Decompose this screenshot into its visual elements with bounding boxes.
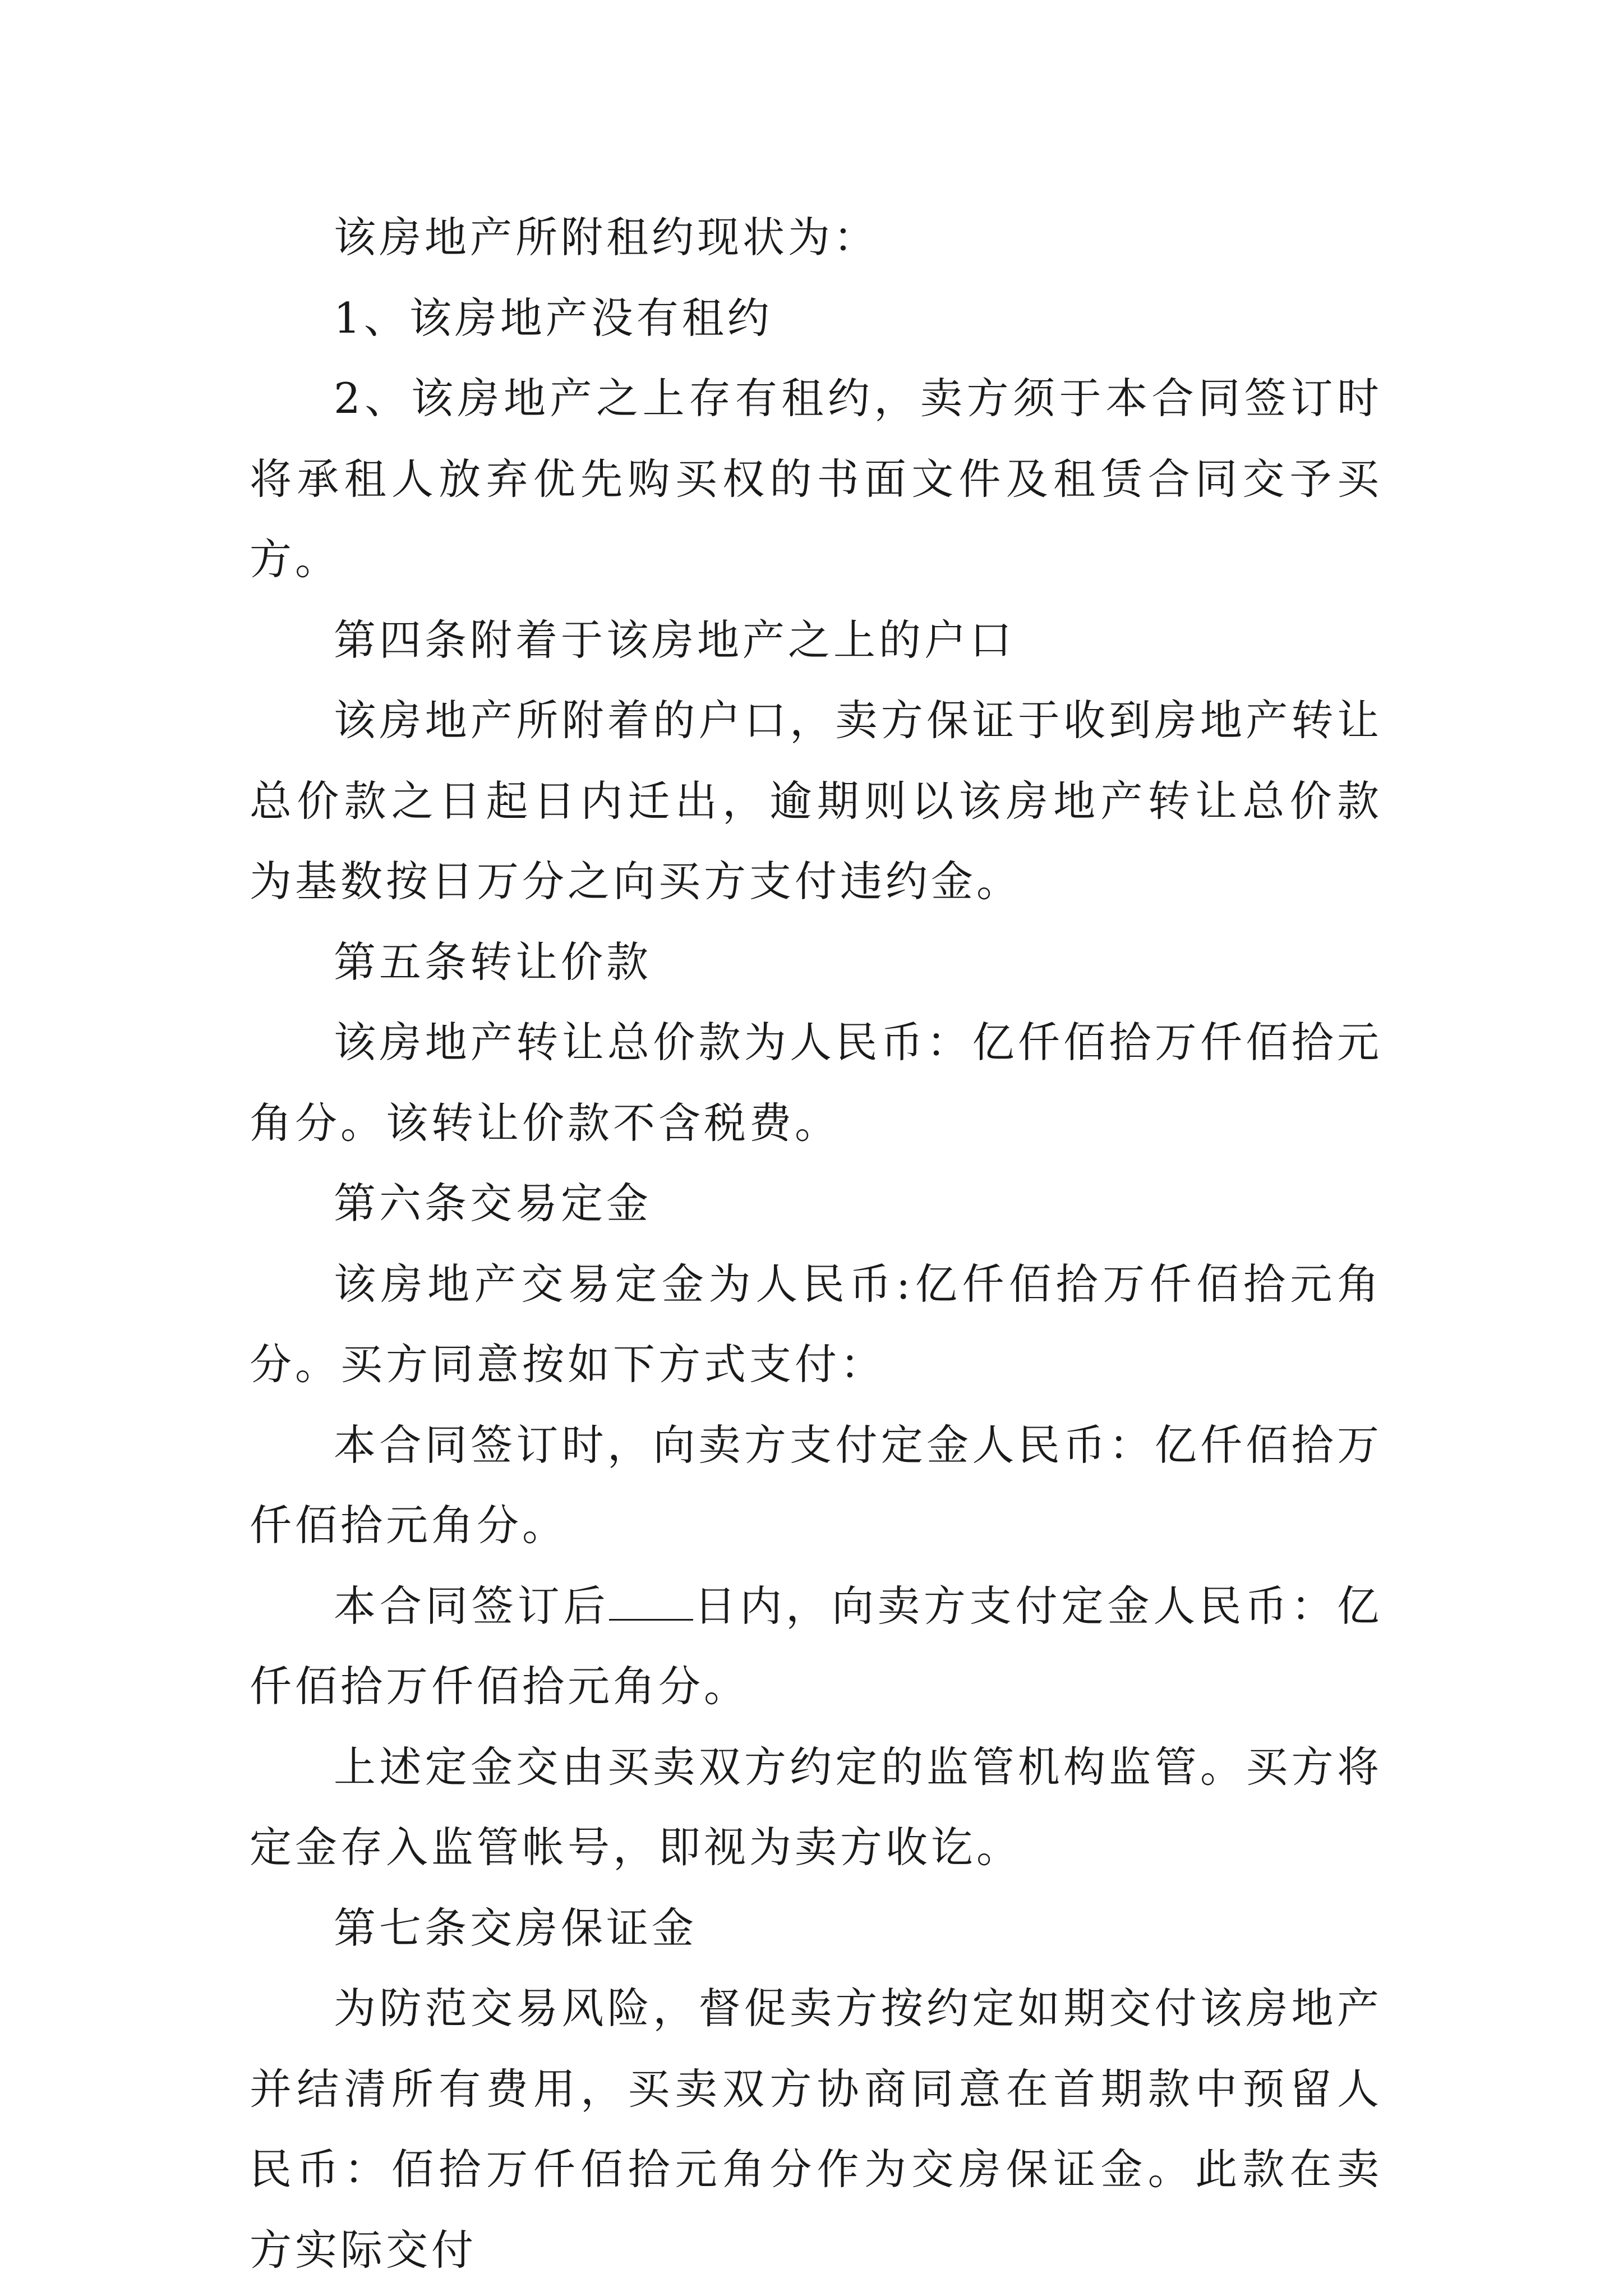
article-6-heading: 第六条交易定金 [334, 1179, 652, 1228]
deposit-after-text-before: 本合同签订后 [334, 1581, 610, 1631]
paragraph-lease-option-2: 2、该房地产之上存有租约，卖方须于本合同签订时将承租人放弃优先购买权的书面文件及租赁合同交予买方。 [250, 374, 1382, 584]
article-5-body: 该房地产转让总价款为人民币：亿仟佰拾万仟佰拾元角分。该转让价款不含税费。 [250, 1018, 1382, 1148]
deposit-escrow-clause: 上述定金交由买卖双方约定的监管机构监管。买方将定金存入监管帐号，即视为卖方收讫。 [250, 1742, 1382, 1872]
deposit-payment-after-signing [250, 1566, 1382, 1727]
article-7-body: 为防范交易风险，督促卖方按约定如期交付该房地产并结清所有费用，买卖双方协商同意在首期款中预留人民币：佰拾万仟佰拾元角分作为交房保证金。此款在卖方实际交付 [250, 1984, 1382, 2275]
paragraph-lease-option-1: 1、该房地产没有租约 [334, 293, 773, 343]
article-4-body: 该房地产所附着的户口，卖方保证于收到房地产转让总价款之日起日内迁出，逾期则以该房地产转让总价款为基数按日万分之向买方支付违约金。 [250, 696, 1382, 906]
days-blank-field [609, 1585, 693, 1621]
article-5-heading: 第五条转让价款 [334, 937, 652, 987]
article-7-heading: 第七条交房保证金 [334, 1903, 698, 1953]
article-4-heading: 第四条附着于该房地产之上的户口 [334, 615, 1016, 665]
document-body [250, 197, 1382, 2290]
deposit-after-text-after: 日内，向卖方支付定金人民币：亿仟佰拾万仟佰拾元角分。 [250, 1581, 1382, 1711]
article-6-body: 该房地产交易定金为人民币:亿仟佰拾万仟佰拾元角分。买方同意按如下方式支付： [250, 1259, 1382, 1389]
paragraph-lease-status-intro: 该房地产所附租约现状为： [334, 213, 879, 262]
deposit-payment-at-signing: 本合同签订时，向卖方支付定金人民币：亿仟佰拾万仟佰拾元角分。 [250, 1420, 1382, 1550]
